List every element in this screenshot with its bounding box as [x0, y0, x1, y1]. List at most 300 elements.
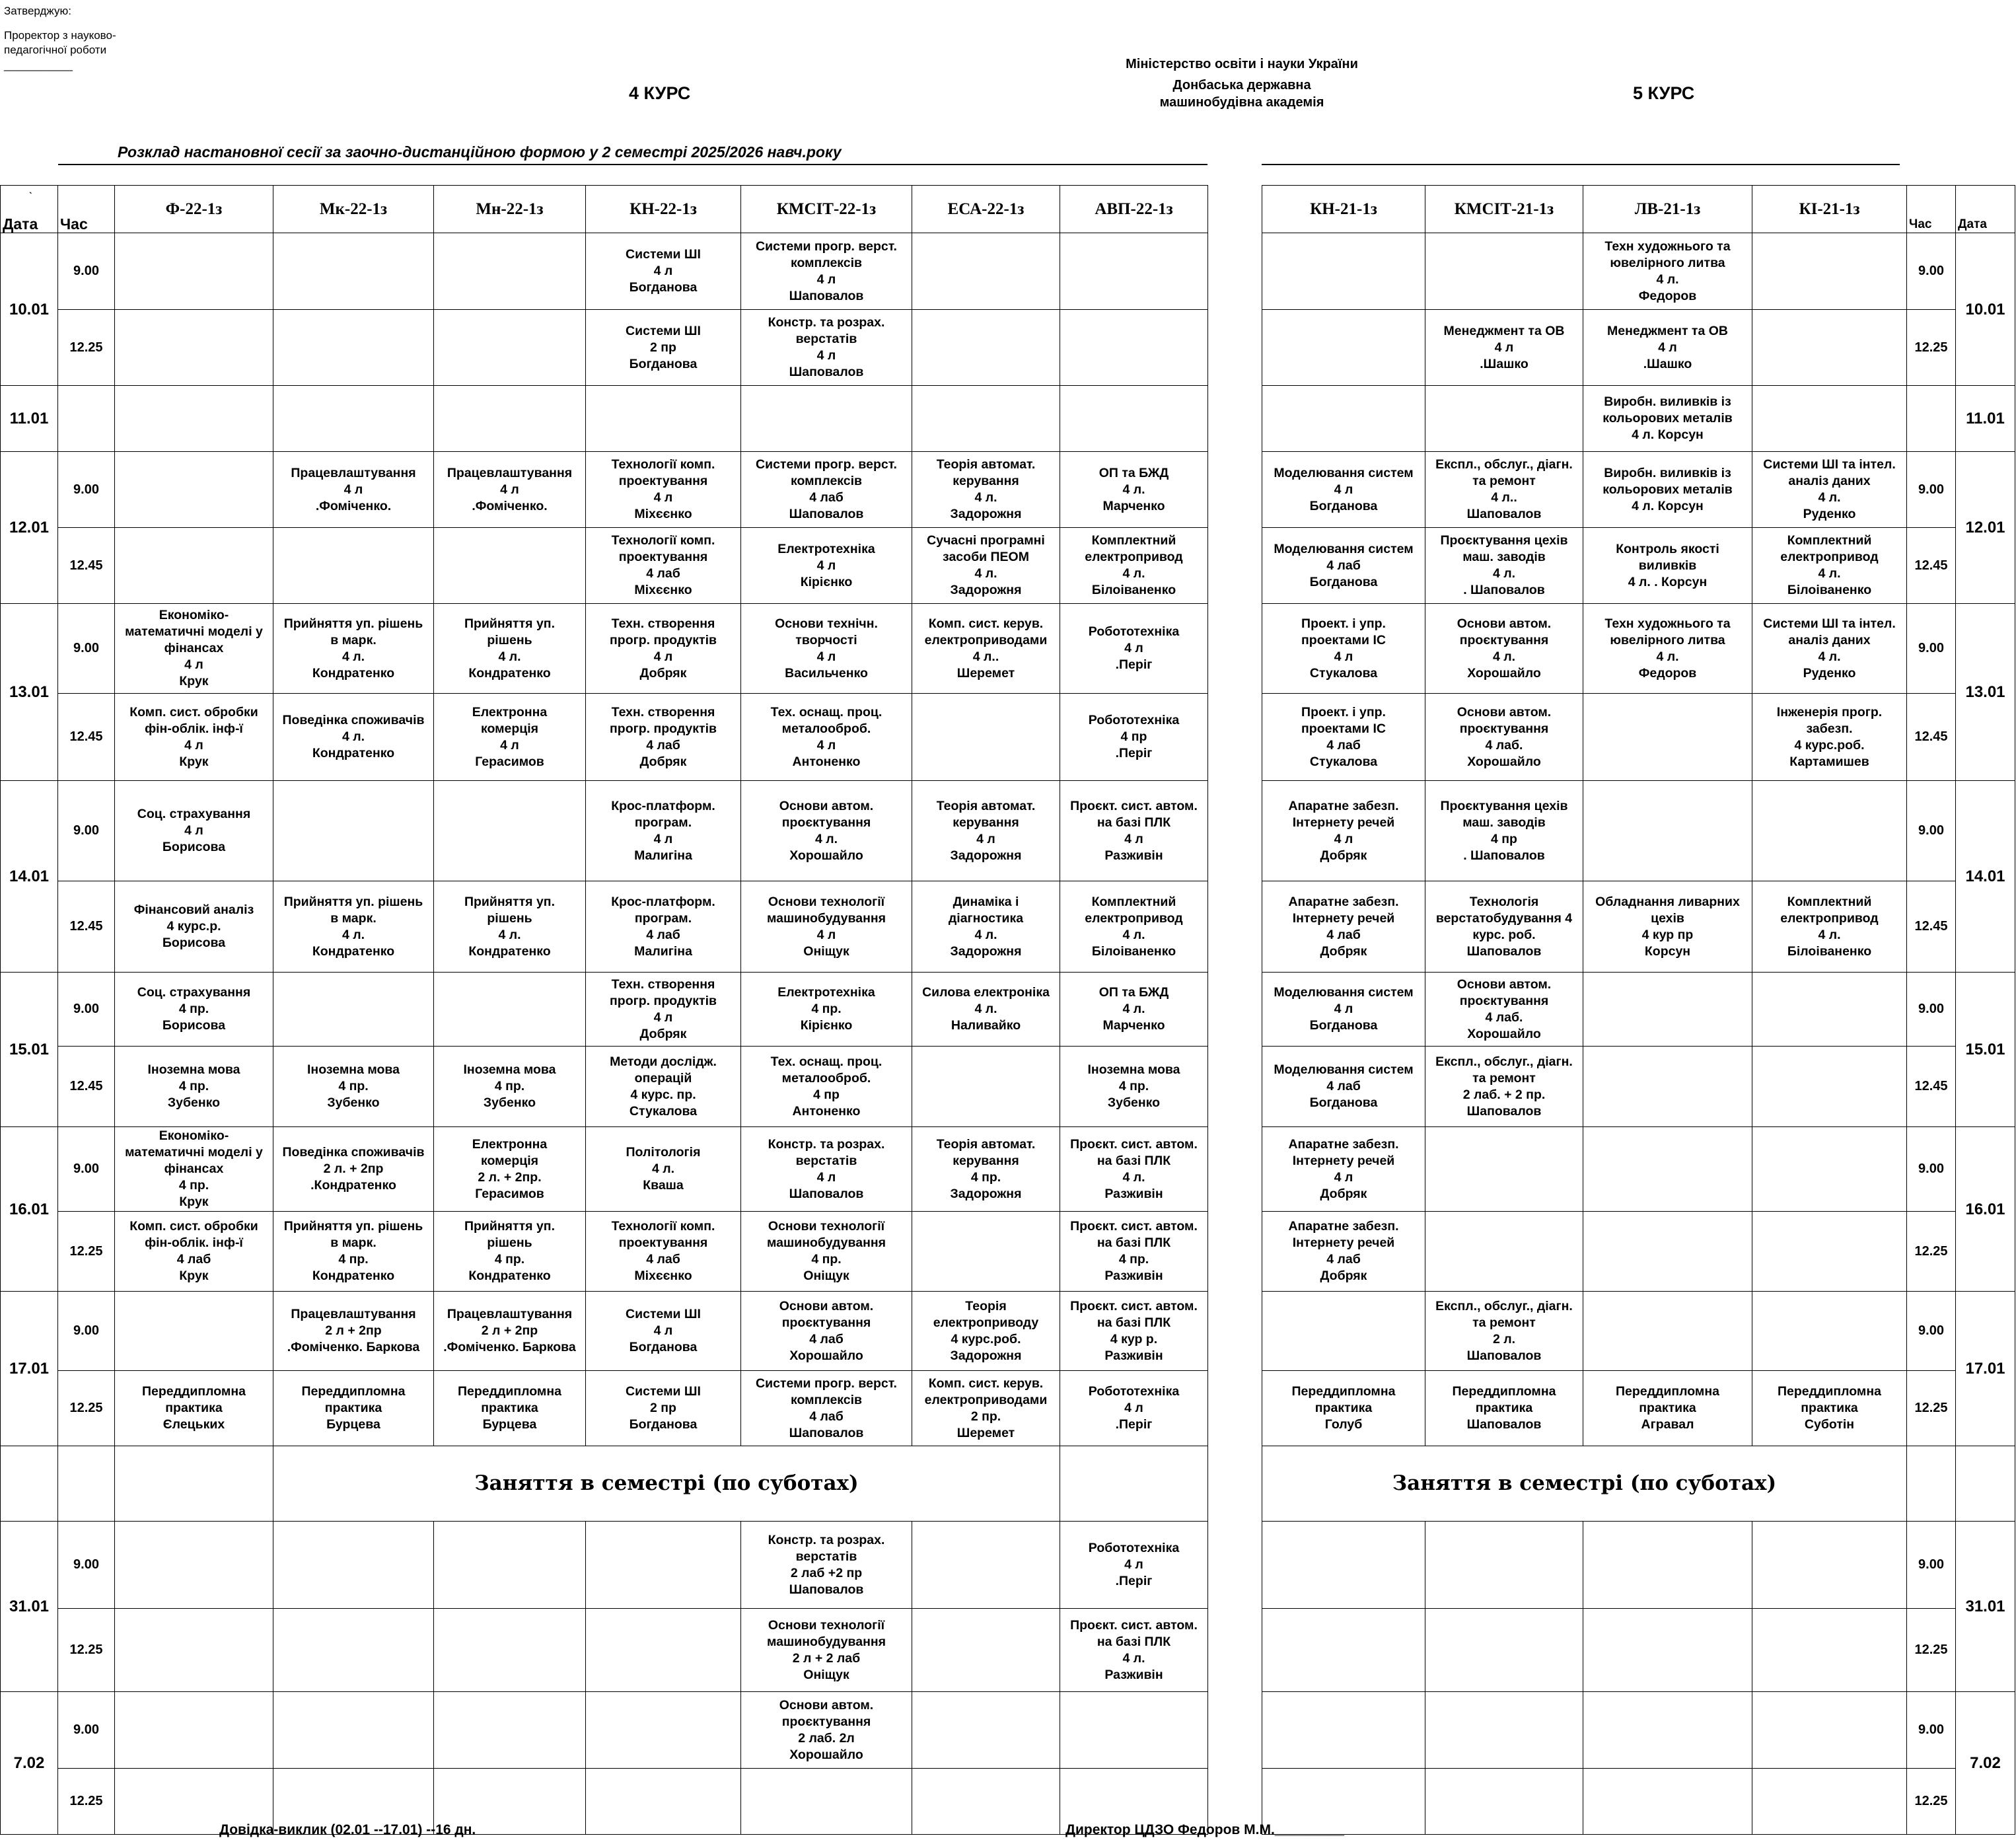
lesson-cell: Переддипломна практика Суботін [1752, 1371, 1907, 1446]
time-column-header: Час [58, 186, 115, 233]
lesson-cell: Менеджмент та ОВ 4 л .Шашко [1425, 310, 1583, 386]
date-cell-right: 7.02 [1956, 1692, 2015, 1835]
lesson-cell: Техн. створення прогр. продуктів 4 л Добряк [586, 973, 741, 1047]
lesson-cell [912, 694, 1060, 781]
lesson-cell [273, 781, 434, 881]
time-cell: 12.25 [58, 310, 115, 386]
lesson-cell: Системи ШІ 2 пр Богданова [586, 1371, 741, 1446]
course-4-heading: 4 КУРС [629, 83, 691, 103]
lesson-cell [273, 973, 434, 1047]
lesson-cell: Економіко- математичні моделі у фінансах 4 л Крук [115, 604, 273, 694]
schedule-row [1, 1212, 1208, 1292]
time-cell: 12.25 [58, 1769, 115, 1835]
lesson-cell: Обладнання ливарних цехів 4 кур пр Корсун [1583, 881, 1752, 973]
lesson-cell [273, 1692, 434, 1769]
schedule-row [1, 781, 1208, 881]
lesson-cell: Прийняття уп. рішень в марк. 4 пр. Кондратенко [273, 1212, 434, 1292]
time-cell: 12.25 [58, 1371, 115, 1446]
saturday-empty-cell [1060, 1446, 1208, 1522]
date-cell-right: 13.01 [1956, 604, 2015, 781]
lesson-cell [912, 310, 1060, 386]
lesson-cell [741, 386, 912, 452]
lesson-cell: Робототехніка 4 л .Періг [1060, 1371, 1208, 1446]
date-cell: 10.01 [1, 233, 58, 386]
lesson-cell [1060, 1692, 1208, 1769]
schedule-row [1, 694, 1208, 781]
lesson-cell [1752, 1292, 1907, 1371]
lesson-cell: Основи технології машинобудування 2 л + 2 лаб Оніщук [741, 1609, 912, 1692]
lesson-cell [434, 233, 586, 310]
date-cell: 31.01 [1, 1522, 58, 1692]
time-cell-right: 9.00 [1907, 1692, 1956, 1769]
lesson-cell: Проєкт. сист. автом. на базі ПЛК 4 кур р. Разживін [1060, 1292, 1208, 1371]
approval-position-line2: педагогічної роботи [4, 44, 107, 56]
lesson-cell: Іноземна мова 4 пр. Зубенко [115, 1047, 273, 1127]
time-cell: 9.00 [58, 781, 115, 881]
lesson-cell [1583, 694, 1752, 781]
lesson-cell: Комплектний електропривод 4 л. Білоіваненко [1060, 528, 1208, 604]
time-cell: 12.45 [58, 1047, 115, 1127]
schedule-row [1262, 1769, 2015, 1835]
schedule-row [1262, 528, 2015, 604]
lesson-cell: Крос-платформ. програм. 4 лаб Малигіна [586, 881, 741, 973]
schedule-row [1, 386, 1208, 452]
time-cell: 12.25 [58, 1212, 115, 1292]
time-cell-right: 12.45 [1907, 1047, 1956, 1127]
academy-name-line1: Донбаська державна [1172, 78, 1311, 92]
lesson-cell [1583, 1692, 1752, 1769]
lesson-cell [1262, 1692, 1425, 1769]
lesson-cell: Експл., обслуг., діагн. та ремонт 2 лаб. + 2 пр. Шаповалов [1425, 1047, 1583, 1127]
date-cell: 7.02 [1, 1692, 58, 1835]
lesson-cell: Моделювання систем 4 лаб Богданова [1262, 1047, 1425, 1127]
date-cell-right: 16.01 [1956, 1127, 2015, 1292]
lesson-cell [1425, 1609, 1583, 1692]
lesson-cell: Теорія автомат. керування 4 л Задорожня [912, 781, 1060, 881]
approval-position-line1: Проректор з науково- [4, 29, 116, 42]
lesson-cell [1583, 1047, 1752, 1127]
time-cell: 9.00 [58, 1522, 115, 1609]
date-cell: 12.01 [1, 452, 58, 604]
lesson-cell: Технології комп. проектування 4 л Міхєєнко [586, 452, 741, 528]
lesson-cell: Сучасні програмні засоби ПЕОМ 4 л. Задорожня [912, 528, 1060, 604]
lesson-cell [912, 1609, 1060, 1692]
ministry-block [1057, 55, 1427, 111]
lesson-cell: Основи автом. проєктування 4 лаб Хорошайло [741, 1292, 912, 1371]
lesson-cell: Працевлаштування 4 л .Фоміченко. [434, 452, 586, 528]
lesson-cell: Працевлаштування 4 л .Фоміченко. [273, 452, 434, 528]
lesson-cell [1752, 1692, 1907, 1769]
title-underline-right [1262, 164, 1900, 165]
lesson-cell: Менеджмент та ОВ 4 л .Шашко [1583, 310, 1752, 386]
lesson-cell [1583, 1609, 1752, 1692]
lesson-cell [1425, 1127, 1583, 1212]
lesson-cell: Констр. та розрах. верстатів 4 л Шаповалов [741, 1127, 912, 1212]
lesson-cell [434, 528, 586, 604]
group-header-мн-22-1з: Мн-22-1з [434, 186, 586, 233]
lesson-cell: Основи технології машинобудування 4 пр. Оніщук [741, 1212, 912, 1292]
time-cell: 9.00 [58, 1292, 115, 1371]
schedule-row [1262, 233, 2015, 310]
approval-label: Затверджую: [4, 5, 71, 17]
title-underline-left [58, 164, 1207, 165]
schedule-row [1, 1292, 1208, 1371]
lesson-cell: Системи прогр. верст. комплексів 4 лаб Шаповалов [741, 1371, 912, 1446]
lesson-cell [1752, 310, 1907, 386]
lesson-cell: ОП та БЖД 4 л. Марченко [1060, 973, 1208, 1047]
group-header-кн-21-1з: КН-21-1з [1262, 186, 1425, 233]
lesson-cell [1060, 386, 1208, 452]
lesson-cell: Комплектний електропривод 4 л. Білоіваненко [1752, 881, 1907, 973]
schedule-row [1262, 1127, 2015, 1212]
lesson-cell [1425, 233, 1583, 310]
lesson-cell: Основи автом. проєктування 2 лаб. 2л Хорошайло [741, 1692, 912, 1769]
lesson-cell: Констр. та розрах. верстатів 4 л Шаповалов [741, 310, 912, 386]
schedule-row [1, 310, 1208, 386]
lesson-cell: Експл., обслуг., діагн. та ремонт 2 л. Шаповалов [1425, 1292, 1583, 1371]
header-row [1, 186, 1208, 233]
schedule-row [1262, 386, 2015, 452]
lesson-cell [1752, 973, 1907, 1047]
lesson-cell: Системи прогр. верст. комплексів 4 л Шаповалов [741, 233, 912, 310]
lesson-cell: Техн художнього та ювелірного литва 4 л. Федоров [1583, 604, 1752, 694]
lesson-cell [1752, 781, 1907, 881]
lesson-cell: Комплектний електропривод 4 л. Білоіваненко [1060, 881, 1208, 973]
lesson-cell [1752, 1609, 1907, 1692]
lesson-cell [1425, 1522, 1583, 1609]
schedule-table-course-5 [1262, 185, 2015, 1835]
schedule-row [1, 452, 1208, 528]
time-cell-right: 12.45 [1907, 881, 1956, 973]
lesson-cell: Технології комп. проектування 4 лаб Міхєєнко [586, 1212, 741, 1292]
date-column-header [1, 186, 58, 233]
lesson-cell: Тех. оснащ. проц. металооброб. 4 пр Антоненко [741, 1047, 912, 1127]
time-cell: 9.00 [58, 604, 115, 694]
lesson-cell: Проєктування цехів маш. заводів 4 л. . Шаповалов [1425, 528, 1583, 604]
time-cell: 9.00 [58, 1692, 115, 1769]
lesson-cell: ОП та БЖД 4 л. Марченко [1060, 452, 1208, 528]
schedule-row [1262, 973, 2015, 1047]
lesson-cell [1752, 386, 1907, 452]
time-cell-right: 12.25 [1907, 1212, 1956, 1292]
approval-signature-line: ___________ [4, 59, 73, 71]
lesson-cell: Поведінка споживачів 4 л. Кондратенко [273, 694, 434, 781]
group-header-кмсіт-21-1з: КМСІТ-21-1з [1425, 186, 1583, 233]
date-cell-right: 10.01 [1956, 233, 2015, 386]
time-cell-right: 9.00 [1907, 1127, 1956, 1212]
schedule-row [1262, 604, 2015, 694]
lesson-cell: Комп. сист. керув. електроприводами 2 пр. Шеремет [912, 1371, 1060, 1446]
lesson-cell: Поведінка споживачів 2 л. + 2пр .Кондратенко [273, 1127, 434, 1212]
lesson-cell [434, 310, 586, 386]
lesson-cell: Системи ШІ 4 л Богданова [586, 233, 741, 310]
lesson-cell [1060, 233, 1208, 310]
schedule-row [1262, 1292, 2015, 1371]
lesson-cell: Основи автом. проєктування 4 л. Хорошайло [741, 781, 912, 881]
schedule-row [1, 528, 1208, 604]
header-row [1262, 186, 2015, 233]
lesson-cell: Контроль якості виливків 4 л. . Корсун [1583, 528, 1752, 604]
schedule-row [1, 1446, 1208, 1522]
lesson-cell: Комплектний електропривод 4 л. Білоіваненко [1752, 528, 1907, 604]
lesson-cell: Проєкт. сист. автом. на базі ПЛК 4 л. Разживін [1060, 1609, 1208, 1692]
lesson-cell: Прийняття уп. рішень в марк. 4 л. Кондратенко [273, 604, 434, 694]
lesson-cell: Електротехніка 4 пр. Кірієнко [741, 973, 912, 1047]
lesson-cell: Моделювання систем 4 л Богданова [1262, 452, 1425, 528]
course-5-heading: 5 КУРС [1633, 83, 1695, 103]
lesson-cell: Електронна комерція 2 л. + 2пр. Герасимов [434, 1127, 586, 1212]
date-cell-right: 17.01 [1956, 1292, 2015, 1446]
date-cell: 16.01 [1, 1127, 58, 1292]
time-cell-right: 12.25 [1907, 1371, 1956, 1446]
footer-director-signature: Директор ЦДЗО Федоров М.М._________ [1065, 1822, 1344, 1837]
lesson-cell: Проєкт. сист. автом. на базі ПЛК 4 л. Разживін [1060, 1127, 1208, 1212]
lesson-cell: Проєкт. сист. автом. на базі ПЛК 4 л Разживін [1060, 781, 1208, 881]
lesson-cell [273, 233, 434, 310]
schedule-row [1262, 310, 2015, 386]
time-cell-empty [1907, 1446, 1956, 1522]
lesson-cell [115, 1609, 273, 1692]
lesson-cell [1752, 1047, 1907, 1127]
lesson-cell: Прийняття уп. рішень 4 пр. Кондратенко [434, 1212, 586, 1292]
lesson-cell [586, 386, 741, 452]
lesson-cell [1583, 1292, 1752, 1371]
lesson-cell: Виробн. виливків із кольорових металів 4 л. Корсун [1583, 386, 1752, 452]
lesson-cell: Основи автом. проєктування 4 лаб. Хорошайло [1425, 694, 1583, 781]
lesson-cell: Робототехніка 4 л .Періг [1060, 604, 1208, 694]
time-cell-right: 12.25 [1907, 1609, 1956, 1692]
group-header-кн-22-1з: КН-22-1з [586, 186, 741, 233]
time-cell: 12.45 [58, 694, 115, 781]
lesson-cell [115, 528, 273, 604]
lesson-cell [912, 1212, 1060, 1292]
lesson-cell: Працевлаштування 2 л + 2пр .Фоміченко. Баркова [273, 1292, 434, 1371]
lesson-cell [1583, 973, 1752, 1047]
lesson-cell: Моделювання систем 4 л Богданова [1262, 973, 1425, 1047]
lesson-cell: Переддипломна практика Агравал [1583, 1371, 1752, 1446]
date-cell-empty [1956, 1446, 2015, 1522]
lesson-cell [273, 386, 434, 452]
schedule-row [1262, 1047, 2015, 1127]
time-cell: 9.00 [58, 233, 115, 310]
group-header-авп-22-1з: АВП-22-1з [1060, 186, 1208, 233]
schedule-title: Розклад настановної сесії за заочно-дистанційною формою у 2 семестрі 2025/2026 навч.року [118, 143, 842, 161]
lesson-cell [1425, 1769, 1583, 1835]
lesson-cell [1262, 1292, 1425, 1371]
date-cell: 13.01 [1, 604, 58, 781]
lesson-cell: Комп. сист. керув. електроприводами 4 л.. Шеремет [912, 604, 1060, 694]
schedule-table-course-4 [0, 185, 1208, 1835]
lesson-cell: Тех. оснащ. проц. металооброб. 4 л Антоненко [741, 694, 912, 781]
schedule-row [1, 973, 1208, 1047]
lesson-cell [434, 781, 586, 881]
time-cell-right: 9.00 [1907, 1292, 1956, 1371]
time-cell-empty [58, 1446, 115, 1522]
group-header-мк-22-1з: Мк-22-1з [273, 186, 434, 233]
lesson-cell [1425, 386, 1583, 452]
lesson-cell [115, 386, 273, 452]
lesson-cell: Основи автом. проєктування 4 лаб. Хорошайло [1425, 973, 1583, 1047]
date-cell-right: 31.01 [1956, 1522, 2015, 1692]
schedule-row [1262, 1522, 2015, 1609]
schedule-row [1, 1769, 1208, 1835]
schedule-row [1, 1047, 1208, 1127]
lesson-cell [912, 1522, 1060, 1609]
date-cell-right: 15.01 [1956, 973, 2015, 1127]
lesson-cell: Апаратне забезп. Інтернету речей 4 лаб Добряк [1262, 1212, 1425, 1292]
lesson-cell [912, 386, 1060, 452]
lesson-cell: Проект. і упр. проектами ІС 4 лаб Стукалова [1262, 694, 1425, 781]
lesson-cell: Іноземна мова 4 пр. Зубенко [434, 1047, 586, 1127]
lesson-cell: Апаратне забезп. Інтернету речей 4 л Добряк [1262, 781, 1425, 881]
time-cell-right: 12.25 [1907, 1769, 1956, 1835]
footer-certificate-period: Довідка-виклик (02.01 --17.01) --16 дн. [219, 1822, 476, 1837]
lesson-cell: Основи автом. проєктування 4 л. Хорошайло [1425, 604, 1583, 694]
group-header-кі-21-1з: КІ-21-1з [1752, 186, 1907, 233]
lesson-cell [1060, 310, 1208, 386]
date-cell: 15.01 [1, 973, 58, 1127]
lesson-cell: Робототехніка 4 пр .Періг [1060, 694, 1208, 781]
lesson-cell [1583, 1769, 1752, 1835]
schedule-row [1, 1692, 1208, 1769]
schedule-row [1262, 781, 2015, 881]
time-cell-right: 12.45 [1907, 694, 1956, 781]
lesson-cell [586, 1692, 741, 1769]
time-cell: 9.00 [58, 973, 115, 1047]
lesson-cell [273, 1609, 434, 1692]
date-cell: 14.01 [1, 781, 58, 973]
lesson-cell: Електротехніка 4 л Кірієнко [741, 528, 912, 604]
lesson-cell [912, 233, 1060, 310]
lesson-cell [1752, 1212, 1907, 1292]
lesson-cell: Моделювання систем 4 лаб Богданова [1262, 528, 1425, 604]
lesson-cell: Політологія 4 л. Кваша [586, 1127, 741, 1212]
lesson-cell: Переддипломна практика Голуб [1262, 1371, 1425, 1446]
time-cell-right: 9.00 [1907, 452, 1956, 528]
lesson-cell [1583, 1212, 1752, 1292]
lesson-cell: Прийняття уп. рішень в марк. 4 л. Кондратенко [273, 881, 434, 973]
saturday-empty-cell [115, 1446, 273, 1522]
lesson-cell [1262, 386, 1425, 452]
lesson-cell: Переддипломна практика Шаповалов [1425, 1371, 1583, 1446]
lesson-cell [273, 310, 434, 386]
lesson-cell: Системи ШІ 2 пр Богданова [586, 310, 741, 386]
lesson-cell: Техн. створення прогр. продуктів 4 л Добряк [586, 604, 741, 694]
time-cell-right: 12.45 [1907, 528, 1956, 604]
lesson-cell [741, 1769, 912, 1835]
lesson-cell: Проект. і упр. проектами ІС 4 л Стукалова [1262, 604, 1425, 694]
time-column-header-right: Час [1907, 186, 1956, 233]
lesson-cell: Технології комп. проектування 4 лаб Міхєєнко [586, 528, 741, 604]
lesson-cell: Робототехніка 4 л .Періг [1060, 1522, 1208, 1609]
time-cell-right: 9.00 [1907, 973, 1956, 1047]
lesson-cell [1752, 1769, 1907, 1835]
lesson-cell: Працевлаштування 2 л + 2пр .Фоміченко. Баркова [434, 1292, 586, 1371]
header-tick: ` [29, 190, 32, 201]
schedule-row [1, 604, 1208, 694]
lesson-cell: Системи ШІ та інтел. аналіз даних 4 л. Руденко [1752, 604, 1907, 694]
time-cell: 12.25 [58, 1609, 115, 1692]
lesson-cell: Технологія верстатобудування 4 курс. роб. Шаповалов [1425, 881, 1583, 973]
time-cell-right [1907, 386, 1956, 452]
schedule-row [1, 1522, 1208, 1609]
lesson-cell: Переддипломна практика Єлецьких [115, 1371, 273, 1446]
lesson-cell [912, 1047, 1060, 1127]
lesson-cell: Техн. створення прогр. продуктів 4 лаб Добряк [586, 694, 741, 781]
saturday-classes-banner: Заняття в семестрі (по суботах) [273, 1446, 1060, 1522]
lesson-cell [434, 973, 586, 1047]
lesson-cell: Економіко- математичні моделі у фінансах 4 пр. Крук [115, 1127, 273, 1212]
lesson-cell: Системи ШІ та інтел. аналіз даних 4 л. Руденко [1752, 452, 1907, 528]
lesson-cell: Проєкт. сист. автом. на базі ПЛК 4 пр. Разживін [1060, 1212, 1208, 1292]
lesson-cell [115, 233, 273, 310]
lesson-cell [1583, 781, 1752, 881]
lesson-cell: Комп. сист. обробки фін-облік. інф-ї 4 л Крук [115, 694, 273, 781]
lesson-cell [1425, 1212, 1583, 1292]
saturday-classes-banner-course5: Заняття в семестрі (по суботах) [1262, 1446, 1907, 1522]
lesson-cell: Експл., обслуг., діагн. та ремонт 4 л.. Шаповалов [1425, 452, 1583, 528]
lesson-cell: Основи технічн. творчості 4 л Васильченко [741, 604, 912, 694]
lesson-cell: Переддипломна практика Бурцева [273, 1371, 434, 1446]
date-cell-right: 11.01 [1956, 386, 2015, 452]
lesson-cell [115, 452, 273, 528]
lesson-cell [586, 1522, 741, 1609]
lesson-cell [434, 1692, 586, 1769]
lesson-cell: Теорія автомат. керування 4 л. Задорожня [912, 452, 1060, 528]
lesson-cell: Крос-платформ. програм. 4 л Малигіна [586, 781, 741, 881]
lesson-cell: Констр. та розрах. верстатів 2 лаб +2 пр Шаповалов [741, 1522, 912, 1609]
time-cell-right: 9.00 [1907, 233, 1956, 310]
lesson-cell: Іноземна мова 4 пр. Зубенко [273, 1047, 434, 1127]
date-cell-empty [1, 1446, 58, 1522]
time-cell [58, 386, 115, 452]
time-cell-right: 9.00 [1907, 1522, 1956, 1609]
lesson-cell [115, 1292, 273, 1371]
group-header-кмсіт-22-1з: КМСІТ-22-1з [741, 186, 912, 233]
lesson-cell: Комп. сист. обробки фін-облік. інф-ї 4 лаб Крук [115, 1212, 273, 1292]
schedule-row [1, 233, 1208, 310]
schedule-row [1, 1609, 1208, 1692]
group-header-лв-21-1з: ЛВ-21-1з [1583, 186, 1752, 233]
schedule-row [1262, 881, 2015, 973]
lesson-cell: Основи технології машинобудування 4 л Оніщук [741, 881, 912, 973]
schedule-row [1262, 1212, 2015, 1292]
lesson-cell: Соц. страхування 4 л Борисова [115, 781, 273, 881]
lesson-cell: Переддипломна практика Бурцева [434, 1371, 586, 1446]
lesson-cell [1262, 310, 1425, 386]
lesson-cell: Силова електроніка 4 л. Наливайко [912, 973, 1060, 1047]
lesson-cell [912, 1692, 1060, 1769]
time-cell: 12.45 [58, 881, 115, 973]
lesson-cell: Апаратне забезп. Інтернету речей 4 лаб Добряк [1262, 881, 1425, 973]
date-cell-right: 14.01 [1956, 781, 2015, 973]
lesson-cell: Прийняття уп. рішень 4 л. Кондратенко [434, 604, 586, 694]
date-cell-right: 12.01 [1956, 452, 2015, 604]
lesson-cell [912, 1769, 1060, 1835]
lesson-cell [273, 528, 434, 604]
lesson-cell [1752, 233, 1907, 310]
time-cell-right: 9.00 [1907, 781, 1956, 881]
lesson-cell: Методи дослідж. операцій 4 курс. пр. Стукалова [586, 1047, 741, 1127]
lesson-cell: Проєктування цехів маш. заводів 4 пр . Шаповалов [1425, 781, 1583, 881]
schedule-row [1262, 1446, 2015, 1522]
date-header-label: Дата [3, 215, 38, 233]
schedule-row [1262, 452, 2015, 528]
lesson-cell [1752, 1522, 1907, 1609]
lesson-cell [1262, 1522, 1425, 1609]
time-cell: 9.00 [58, 1127, 115, 1212]
lesson-cell: Системи прогр. верст. комплексів 4 лаб Шаповалов [741, 452, 912, 528]
